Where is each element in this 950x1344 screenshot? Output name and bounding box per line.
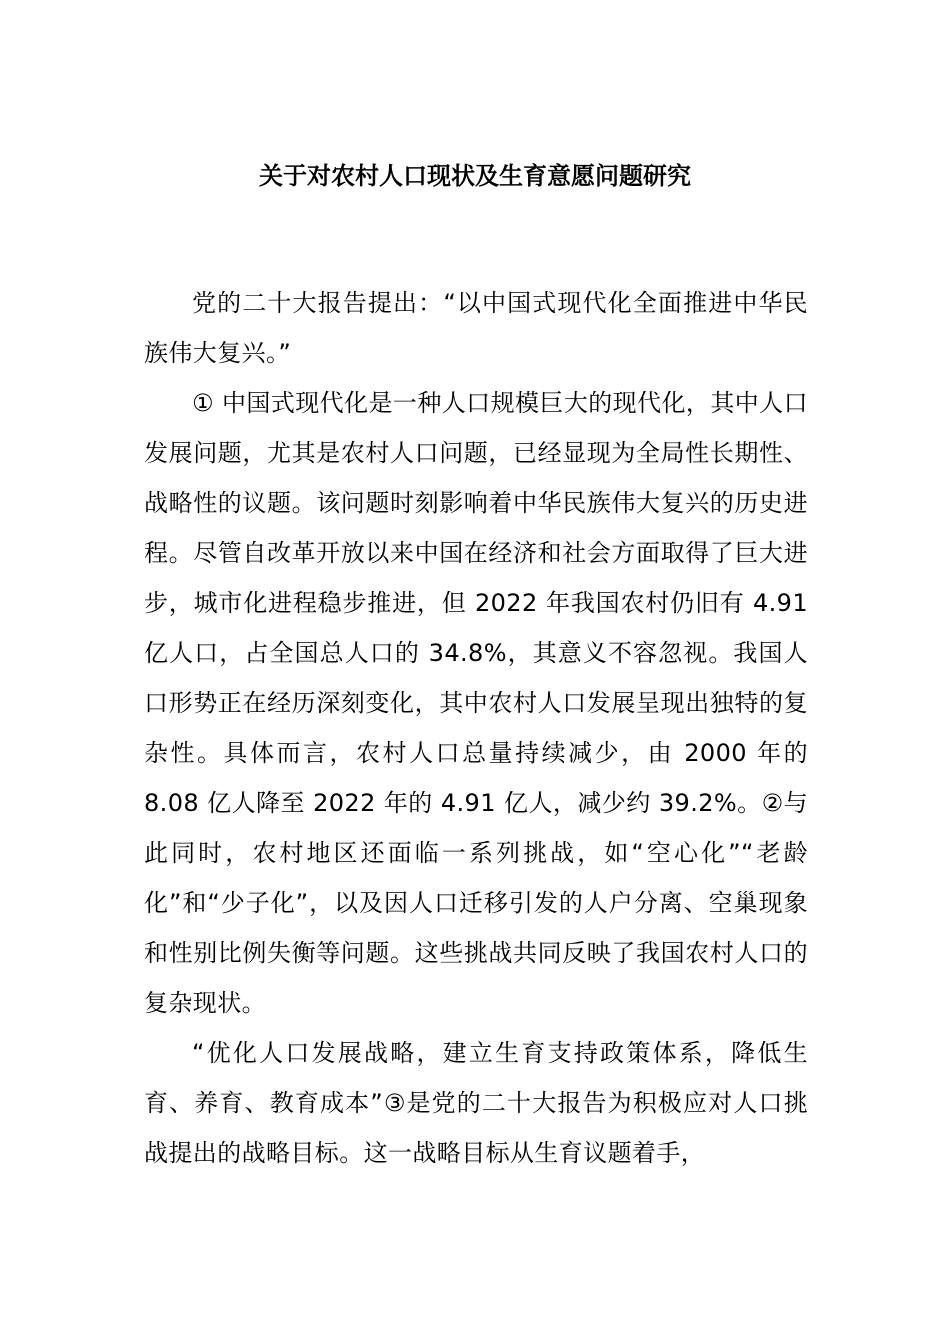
paragraph-population-status: ① 中国式现代化是一种人口规模巨大的现代化，其中人口发展问题，尤其是农村人口问题，已经显现为全局性长期性、战略性的议题。该问题时刻影响着中华民族伟大复兴的历史进程。尽管自改革开放以来中国在经济和社会方面取得了巨大进步，城市化进程稳步推进，但 2022 年我国农村仍旧有 4.91 亿人口，占全国总人口的 34.8%，其意义不容忽视。我国人口形势正在经历深刻变化，其中农村人口发展呈现出独特的复杂性。具体而言，农村人口总量持续减少，由 2000 年的 8.08 亿人降至 2022 年的 4.91 亿人，减少约 39.2%。②与此同时，农村地区还面临一系列挑战，如“空心化”“老龄化”和“少子化”，以及因人口迁移引发的人户分离、空巢现象和性别比例失衡等问题。这些挑战共同反映了我国农村人口的复杂现状。 — [144, 389, 808, 1017]
document-title: 关于对农村人口现状及生育意愿问题研究 — [259, 162, 691, 190]
document-body — [144, 278, 808, 1178]
paragraph-intro: 党的二十大报告提出：“以中国式现代化全面推进中华民族伟大复兴。” — [144, 289, 808, 367]
paragraph-strategy: “优化人口发展战略，建立生育支持政策体系，降低生育、养育、教育成本”③是党的二十大报告为积极应对人口挑战提出的战略目标。这一战略目标从生育议题着手， — [144, 1039, 808, 1167]
